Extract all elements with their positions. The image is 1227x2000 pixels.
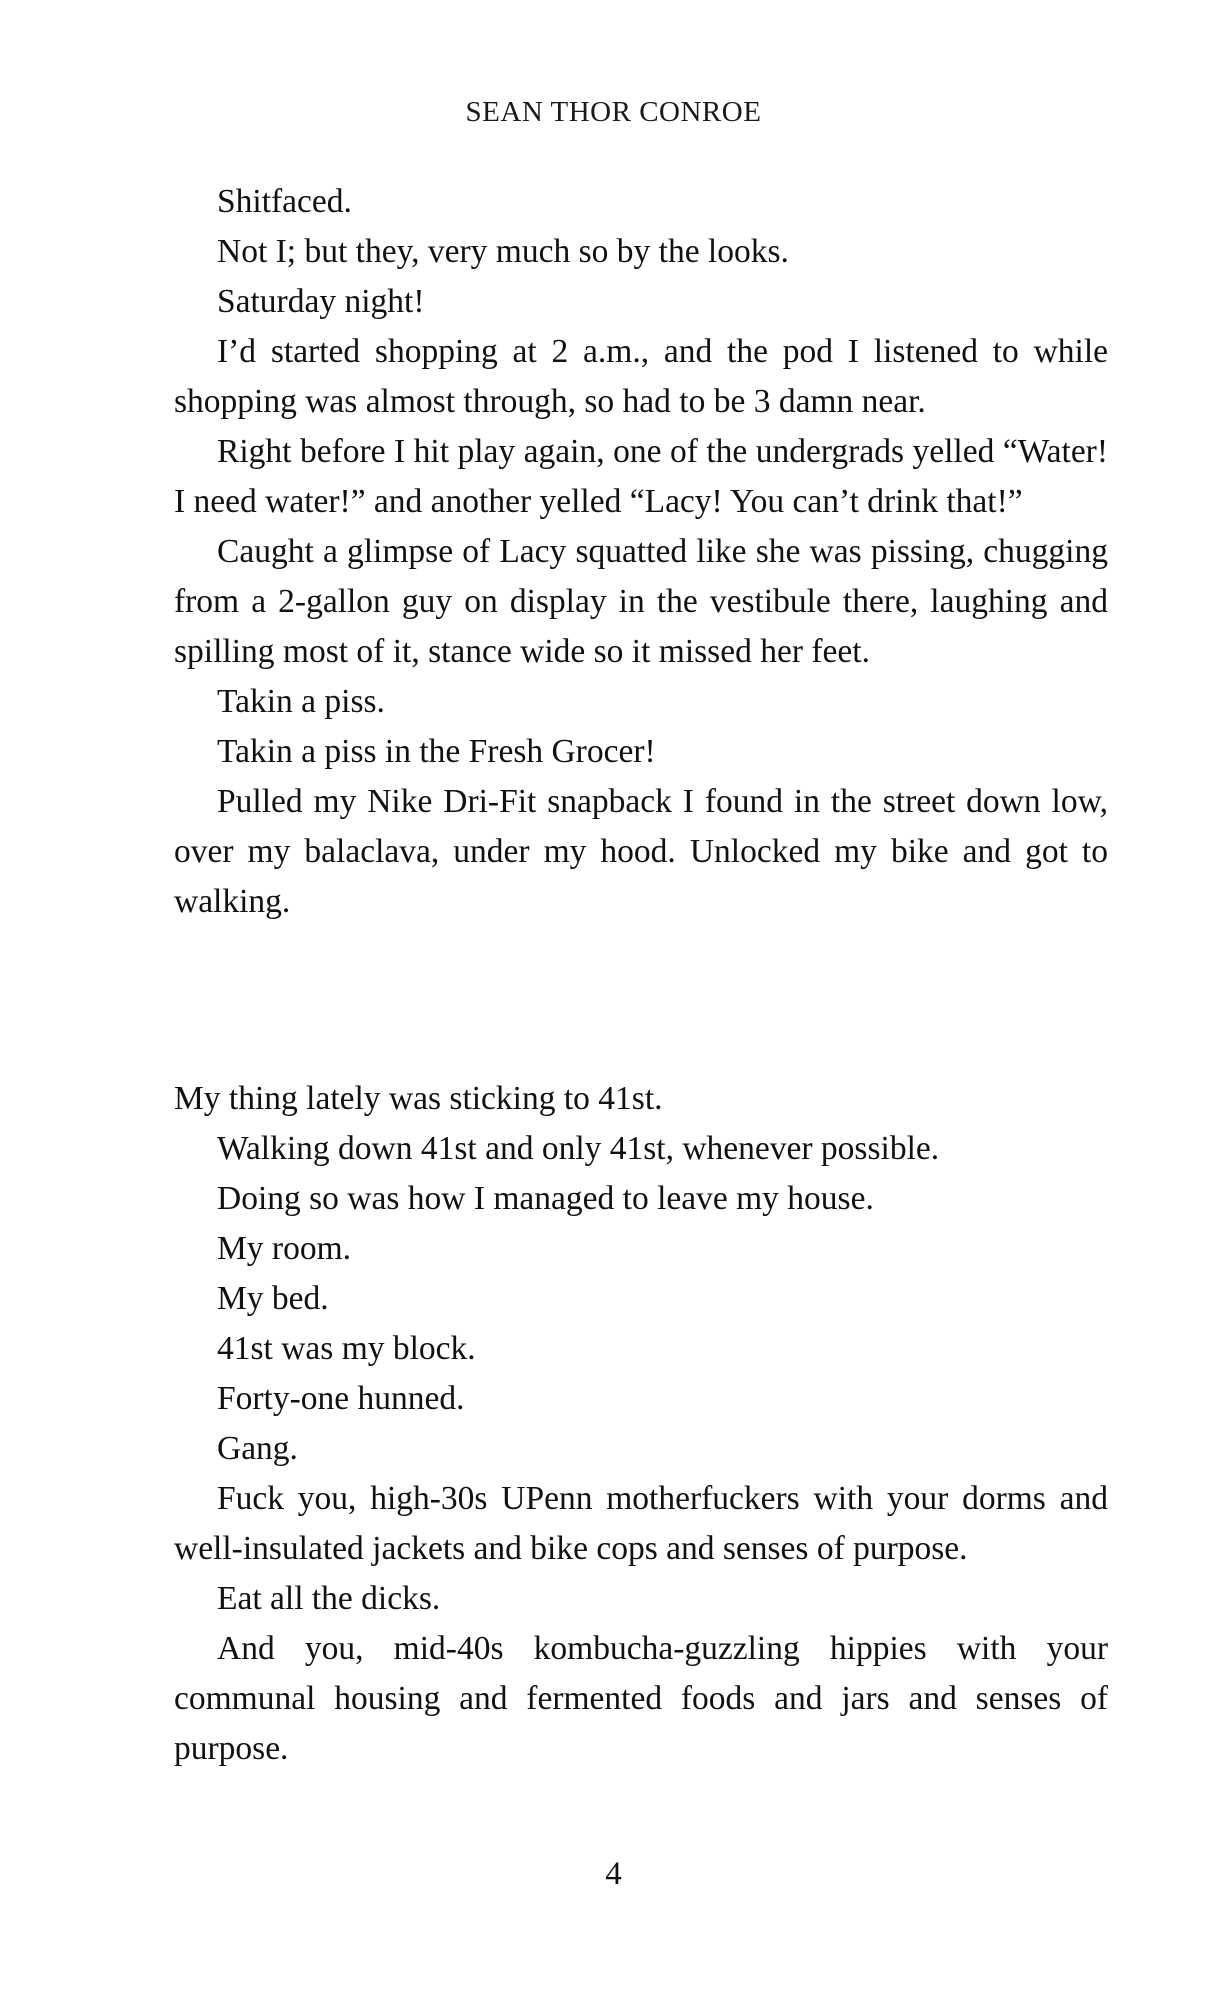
paragraph: Fuck you, high-30s UPenn motherfuckers with your dorms and well-insulated jackets and bike cops and senses of purpose. bbox=[174, 1480, 1108, 1567]
paragraph: Caught a glimpse of Lacy squatted like she was pissing, chugging from a 2-gallon guy on display in the vestibule there, laughing and spilling most of it, stance wide so it missed her feet. bbox=[174, 533, 1108, 670]
section-opening-paragraph: My thing lately was sticking to 41st. bbox=[174, 1080, 663, 1117]
paragraph: Walking down 41st and only 41st, whenever possible. bbox=[217, 1130, 940, 1167]
paragraph: Right before I hit play again, one of the undergrads yelled “Water! I need water!” and another yelled “Lacy! You can’t drink that!” bbox=[174, 433, 1108, 520]
paragraph: I’d started shopping at 2 a.m., and the pod I listened to while shopping was almost through, so had to be 3 damn near. bbox=[174, 333, 1108, 420]
paragraph: My bed. bbox=[217, 1280, 329, 1317]
paragraph: 41st was my block. bbox=[217, 1330, 476, 1367]
paragraph: Gang. bbox=[217, 1430, 298, 1467]
paragraph: Takin a piss. bbox=[217, 683, 385, 720]
text-block-1 bbox=[174, 177, 1108, 927]
paragraph: Saturday night! bbox=[217, 283, 425, 320]
paragraph: Forty-one hunned. bbox=[217, 1380, 465, 1417]
running-head: SEAN THOR CONROE bbox=[465, 96, 762, 128]
page-number: 4 bbox=[605, 1856, 622, 1892]
paragraph: Shitfaced. bbox=[217, 183, 352, 220]
paragraph: Not I; but they, very much so by the looks. bbox=[217, 233, 789, 270]
paragraph: And you, mid-40s kombucha-guzzling hippies with your communal housing and fermented foods and jars and senses of purpose. bbox=[174, 1630, 1108, 1767]
paragraph: Doing so was how I managed to leave my house. bbox=[217, 1180, 874, 1217]
paragraph: My room. bbox=[217, 1230, 351, 1267]
paragraph: Eat all the dicks. bbox=[217, 1580, 441, 1617]
paragraph: Pulled my Nike Dri-Fit snapback I found in the street down low, over my balaclava, under my hood. Unlocked my bike and got to walking. bbox=[174, 783, 1108, 920]
text-block-2 bbox=[174, 1074, 1108, 1774]
paragraph: Takin a piss in the Fresh Grocer! bbox=[217, 733, 656, 770]
